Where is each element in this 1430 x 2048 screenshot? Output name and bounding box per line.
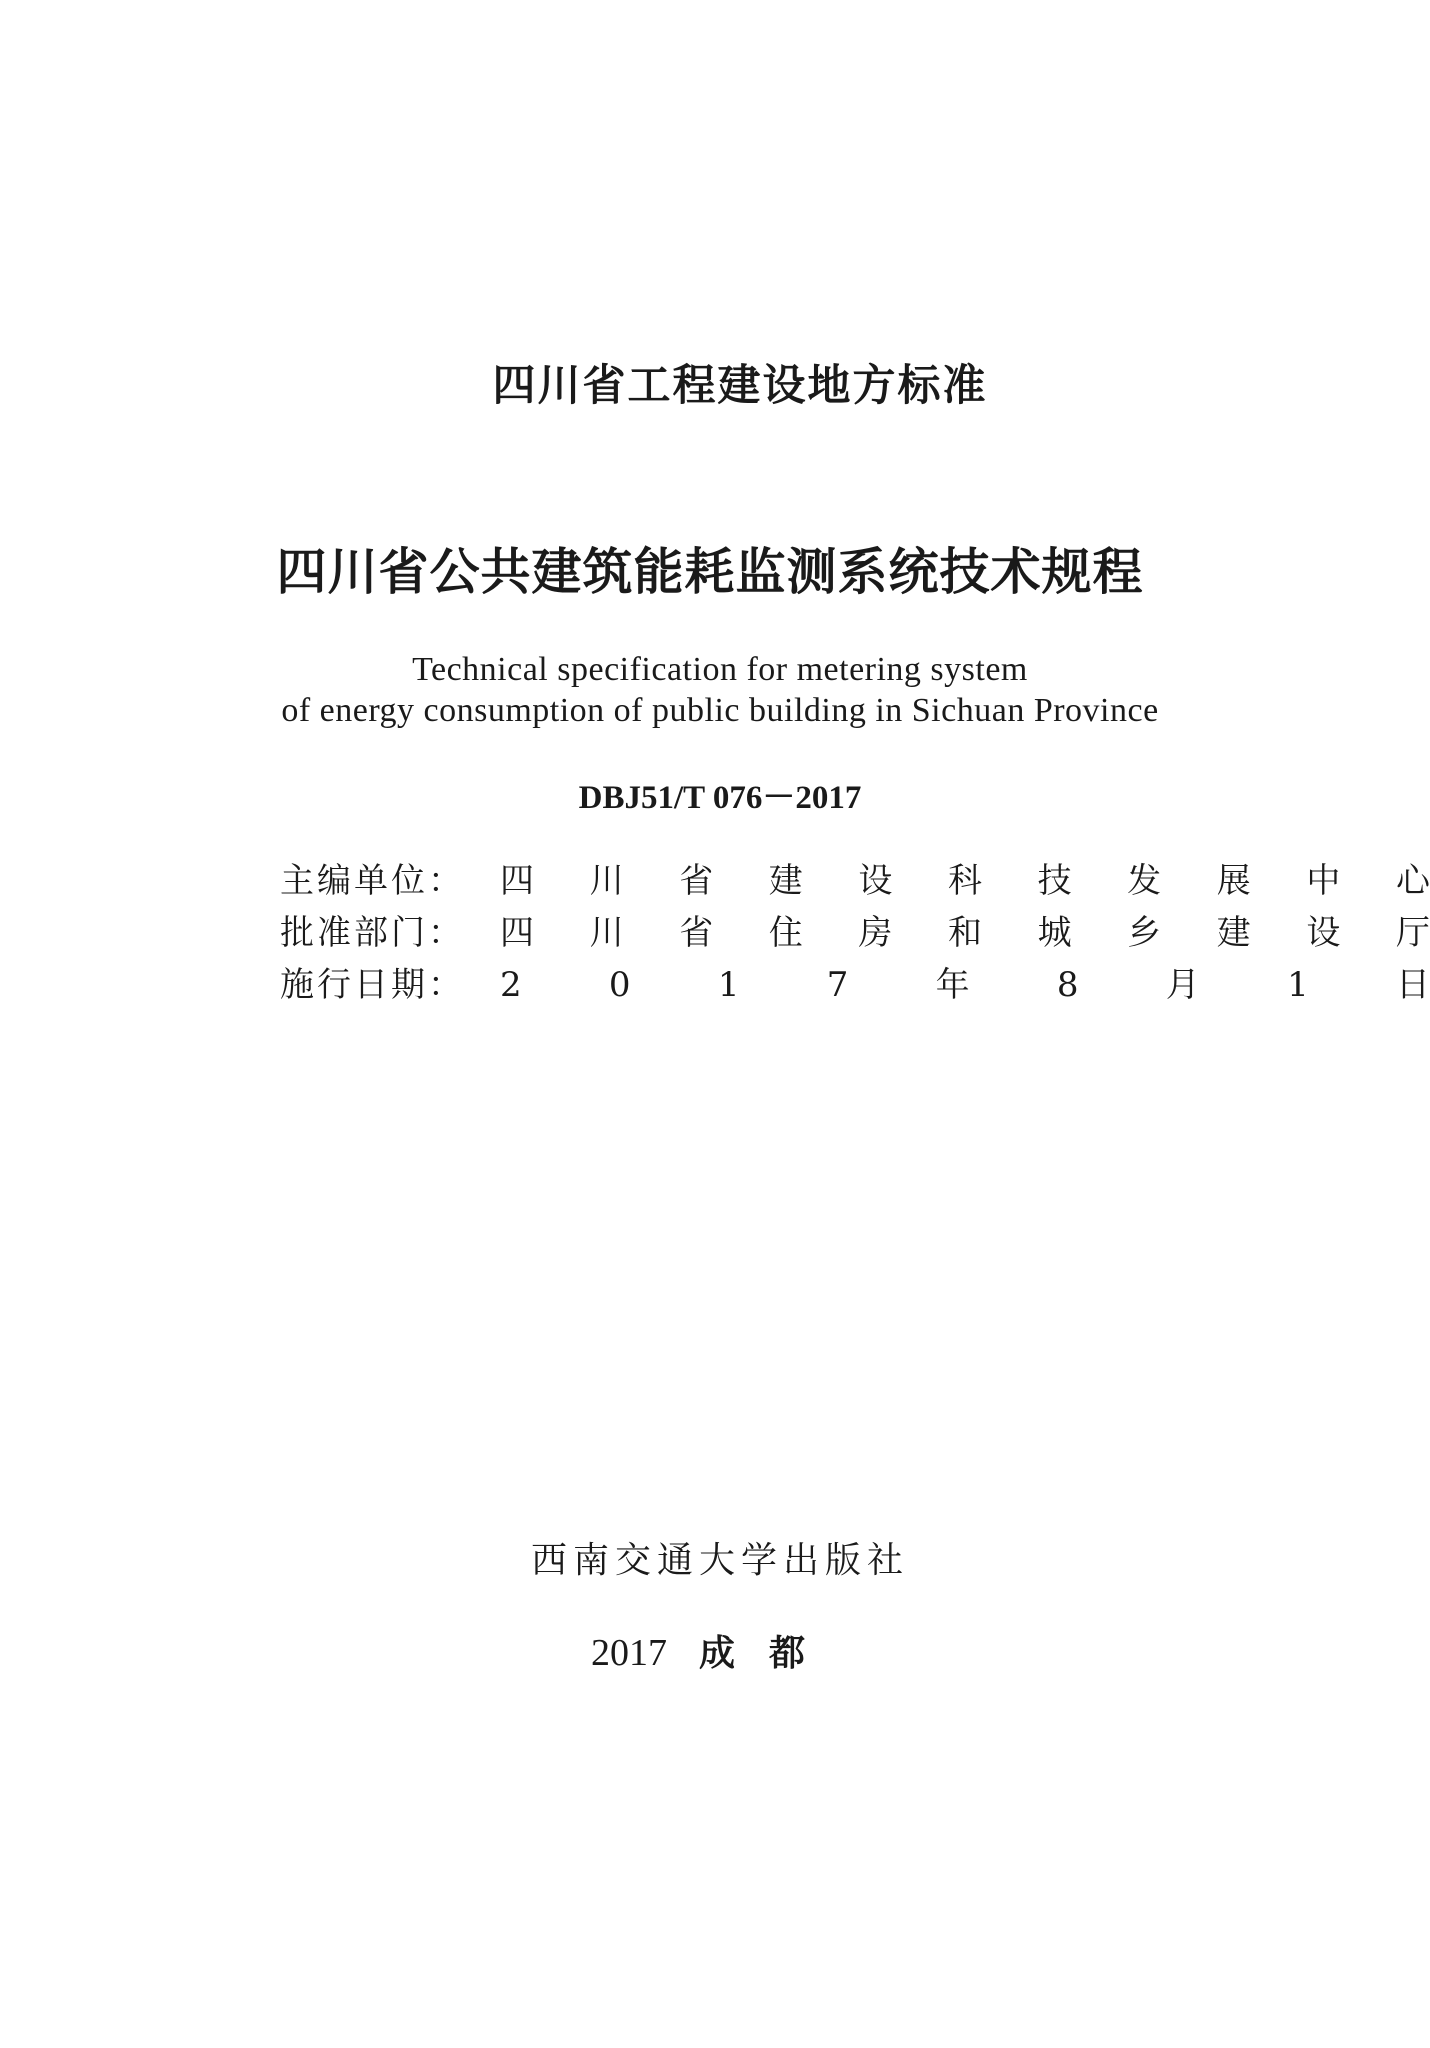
standard-code: DBJ51/T 076－2017 (578, 780, 862, 816)
date-char: 日 (1395, 965, 1430, 1005)
editor-char: 心 (1395, 861, 1430, 901)
approver-char: 四 (500, 913, 534, 953)
date-char: 8 (1056, 965, 1079, 1005)
editor-char: 技 (1037, 861, 1072, 901)
approver-label: 批准部门： (280, 913, 465, 953)
approver-char: 省 (679, 913, 714, 953)
editor-char: 设 (858, 861, 893, 901)
effective-date-value (500, 960, 1430, 1010)
editor-value (500, 856, 1430, 906)
approver-char: 建 (1216, 913, 1251, 953)
approver-char: 住 (768, 913, 803, 953)
date-char: 月 (1165, 965, 1200, 1005)
effective-date-label: 施行日期： (280, 965, 465, 1005)
date-char: 1 (717, 965, 740, 1005)
publication-city: 成都 (698, 1633, 839, 1674)
editor-char: 四 (500, 861, 534, 901)
document-title: 四川省公共建筑能耗监测系统技术规程 (276, 543, 1144, 601)
approver-char: 设 (1306, 913, 1341, 953)
date-char: 2 (500, 965, 522, 1005)
editor-char: 科 (947, 861, 982, 901)
approver-char: 川 (589, 913, 624, 953)
series-title: 四川省工程建设地方标准 (492, 361, 988, 411)
editor-char: 展 (1216, 861, 1251, 901)
publisher: 西南交通大学出版社 (530, 1540, 909, 1581)
approver-char: 城 (1037, 913, 1072, 953)
approver-char: 乡 (1127, 913, 1162, 953)
date-char: 年 (935, 965, 970, 1005)
editor-char: 中 (1306, 861, 1341, 901)
editor-char: 川 (589, 861, 624, 901)
date-char: 1 (1287, 965, 1309, 1005)
editor-char: 发 (1127, 861, 1162, 901)
approver-char: 厅 (1395, 913, 1430, 953)
approver-char: 和 (947, 913, 982, 953)
english-title-line-2: of energy consumption of public building in Sichuan Province (281, 692, 1159, 729)
publication-year: 2017 (590, 1632, 667, 1674)
editor-char: 建 (768, 861, 803, 901)
approver-value (500, 908, 1430, 958)
date-char: 7 (826, 965, 849, 1005)
editor-label: 主编单位： (280, 861, 465, 901)
english-title-line-1: Technical specification for metering system (412, 651, 1028, 688)
editor-char: 省 (679, 861, 714, 901)
publication-line (0, 1625, 1430, 1676)
date-char: 0 (608, 965, 631, 1005)
approver-char: 房 (858, 913, 893, 953)
